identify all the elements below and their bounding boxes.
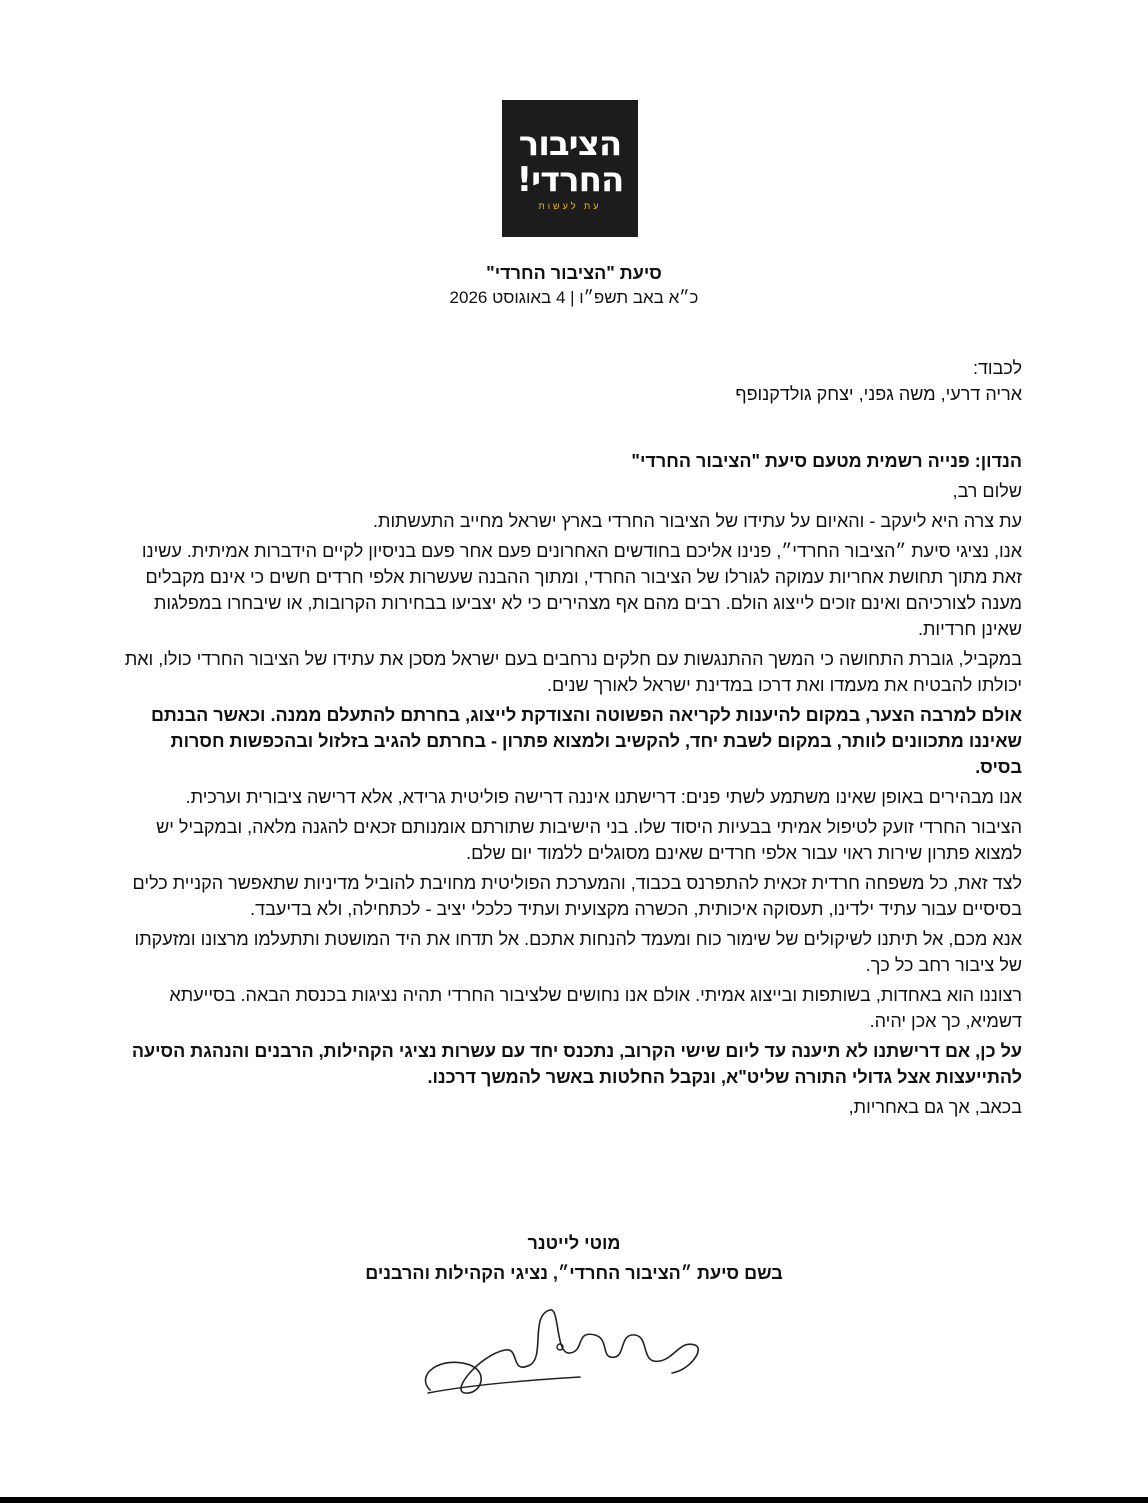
letter-paragraph: על כן, אם דרישתנו לא תיענה עד ליום שישי הקרוב, נתכנס יחד עם עשרות נציגי הקהילות, הרבנים והנהגת הסיעה להתייעצות אצל גדולי התורה שליט"א, ונקבל החלטות באשר להמשך דרכנו. xyxy=(131,1041,1022,1087)
handwritten-signature xyxy=(410,1295,710,1415)
letter-header-title: סיעת "הציבור החרדי" xyxy=(486,263,662,283)
letter-paragraph: רצוננו הוא באחדות, בשותפות ובייצוג אמיתי. אולם אנו נחושים שלציבור החרדי תהיה נציגות בכנסת הבאה. בסייעתא דשמיא, כך אכן יהיה. xyxy=(169,985,1022,1031)
letter-body xyxy=(124,448,1022,1124)
recipient-names: אריה דרעי, משה גפני, יצחק גולדקנופף xyxy=(735,384,1022,404)
recipient-label: לכבוד: xyxy=(972,358,1022,378)
letter-paragraph: במקביל, גוברת התחושה כי המשך ההתנגשות עם חלקים נרחבים בעם ישראל מסכן את עתידו של הציבור החרדי כולו, ואת יכולתו להבטיח את מעמדו ואת דרכו במדינת ישראל לאורך שנים. xyxy=(124,649,1022,695)
letter-paragraph: אנו מבהירים באופן שאינו משתמע לשתי פנים: דרישתנו איננה דרישה פוליטית גרידא, אלא דרישה ציבורית וערכית. xyxy=(185,787,1022,807)
letter-paragraphs xyxy=(124,508,1022,1120)
recipient-block xyxy=(124,355,1022,407)
letter-paragraph: אולם למרבה הצער, במקום להיענות לקריאה הפשוטה והצודקת לייצוג, בחרתם להתעלם ממנה. וכאשר הבנתם שאיננו מתכוונים לוותר, במקום לשבת יחד, להקשיב ולמצוא פתרון - בחרתם להגיב בזלזול ובהכפשות חסרות בסיס. xyxy=(150,705,1022,777)
letter-greeting: שלום רב, xyxy=(952,481,1022,501)
letter-paragraph: אנו, נציגי סיעת ״הציבור החרדי״, פנינו אליכם בחודשים האחרונים פעם אחר פעם בניסיון לקיים הידברות אמיתית. עשינו זאת מתוך תחושת אחריות עמוקה לגורלו של הציבור החרדי, ומתוך ההבנה שעשרות אלפי חרדים חשים כי אינם מקבלים מענה לצורכיהם ואינם זוכים לייצוג הולם. רבים מהם אף מצהירים כי לא יצביעו בבחירות הקרובות, או שיבחרו במפלגות שאינן חרדיות. xyxy=(141,541,1022,639)
letter-paragraph: עת צרה היא ליעקב - והאיום על עתידו של הציבור החרדי בארץ ישראל מחייב התעשתות. xyxy=(373,511,1022,531)
signer-role: בשם סיעת ״הציבור החרדי״, נציגי הקהילות והרבנים xyxy=(365,1263,783,1283)
bottom-edge-bar xyxy=(0,1497,1148,1503)
letter-header-date: כ״א באב תשפ״ו | 4 באוגוסט 2026 xyxy=(449,288,699,307)
signer-name: מוטי לייטנר xyxy=(527,1233,621,1253)
signoff-block xyxy=(0,1228,1148,1288)
logo-tagline: עת לעשות xyxy=(538,201,602,211)
logo-line-1: הציבור xyxy=(518,124,622,164)
letter-subject: הנדון: פנייה רשמית מטעם סיעת "הציבור החרדי" xyxy=(631,451,1022,471)
letter-paragraph: בכאב, אך גם באחריות, xyxy=(848,1097,1022,1117)
party-logo xyxy=(502,100,638,237)
letter-paragraph: לצד זאת, כל משפחה חרדית זכאית להתפרנס בכבוד, והמערכת הפוליטית מחויבת להוביל מדיניות שתאפשר הקניית כלים בסיסיים עבור עתיד ילדינו, תעסוקה איכותית, הכשרה מקצועית ועתיד כלכלי יציב - לכתחילה, ולא בדיעבד. xyxy=(132,873,1022,919)
letter-paragraph: אנא מכם, אל תיתנו לשיקולים של שימור כוח ומעמד להנחות אתכם. אל תדחו את היד המושטת ותתעלמו מרצונו ומזעקתו של ציבור רחב כל כך. xyxy=(134,929,1022,975)
logo-line-2: החרדי! xyxy=(516,160,624,200)
letter-paragraph: הציבור החרדי זועק לטיפול אמיתי בבעיות היסוד שלו. בני הישיבות שתורתם אומנותם זכאים להגנה מלאה, ובמקביל יש למצוא פתרון שירות ראוי עבור אלפי חרדים שאינם מסוגלים ללמוד יום שלם. xyxy=(156,817,1022,863)
